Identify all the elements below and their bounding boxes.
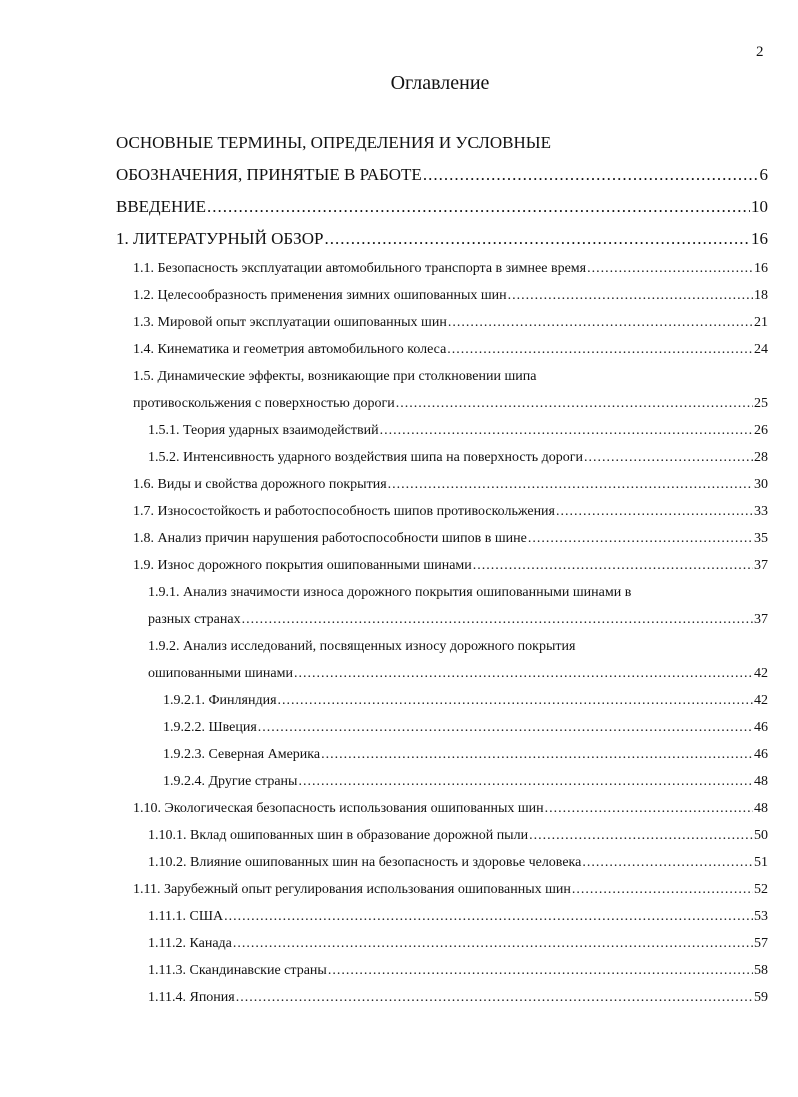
toc-line <box>0 127 768 159</box>
toc-page-number: 58 <box>754 962 768 978</box>
toc-page-number: 37 <box>754 557 768 573</box>
toc-entry-text-continued: ОБОЗНАЧЕНИЯ, ПРИНЯТЫЕ В РАБОТЕ <box>116 165 422 184</box>
dot-leader <box>207 197 750 217</box>
toc-page-number: 26 <box>754 422 768 438</box>
dot-leader <box>294 666 753 682</box>
toc-page-number: 46 <box>754 746 768 762</box>
toc-entry <box>0 930 798 957</box>
dot-leader <box>236 990 753 1006</box>
toc-entry-text-continued: разных странах <box>148 611 241 627</box>
dot-leader <box>328 963 753 979</box>
dot-leader <box>380 423 753 439</box>
toc-line <box>0 159 768 191</box>
toc-entry <box>0 552 798 579</box>
toc-entry-text: 1.11. Зарубежный опыт регулирования использования ошипованных шин <box>133 881 571 897</box>
toc-page-number: 52 <box>754 881 768 897</box>
dot-leader <box>258 720 753 736</box>
toc-entry <box>0 223 798 255</box>
toc-line <box>0 444 768 471</box>
toc-line <box>0 223 768 255</box>
toc-line <box>0 525 768 552</box>
toc-line <box>0 498 768 525</box>
toc-entry <box>0 795 798 822</box>
toc-entry <box>0 255 798 282</box>
dot-leader <box>423 165 759 185</box>
toc-entry <box>0 417 798 444</box>
toc-page-number: 16 <box>754 260 768 276</box>
toc-page-number: 6 <box>759 165 768 184</box>
toc-line <box>0 552 768 579</box>
toc-line <box>0 336 768 363</box>
toc-entry <box>0 579 798 633</box>
toc-page-number: 35 <box>754 530 768 546</box>
toc-entry <box>0 714 798 741</box>
toc-page-number: 46 <box>754 719 768 735</box>
toc-line <box>0 984 768 1011</box>
toc-page-number: 18 <box>754 287 768 303</box>
toc-entry-text: 1.11.2. Канада <box>148 935 232 951</box>
toc-entry-text: 1.5.2. Интенсивность ударного воздействия шипа на поверхность дороги <box>148 449 583 465</box>
toc-entry-text: 1.9.2.1. Финляндия <box>163 692 277 708</box>
dot-leader <box>278 693 753 709</box>
toc-entry-text: 1.9.2.3. Северная Америка <box>163 746 321 762</box>
dot-leader <box>529 828 753 844</box>
toc-line <box>0 471 768 498</box>
dot-leader <box>528 531 753 547</box>
dot-leader <box>242 612 753 628</box>
toc-entry-text: 1.9. Износ дорожного покрытия ошипованными шинами <box>133 557 472 573</box>
toc-entry <box>0 127 798 191</box>
toc-entry <box>0 687 798 714</box>
toc-entry <box>0 876 798 903</box>
page-number: 2 <box>756 44 764 60</box>
toc-page-number: 48 <box>754 773 768 789</box>
toc-page-number: 50 <box>754 827 768 843</box>
dot-leader <box>448 315 753 331</box>
toc-entry-text: 1.2. Целесообразность применения зимних ошипованных шин <box>133 287 507 303</box>
toc-line <box>0 957 768 984</box>
toc-entry-text: 1.5. Динамические эффекты, возникающие при столкновении шипа <box>133 368 537 384</box>
toc-page-number: 57 <box>754 935 768 951</box>
dot-leader <box>321 747 753 763</box>
dot-leader <box>447 342 753 358</box>
dot-leader <box>324 229 750 249</box>
toc-entry <box>0 525 798 552</box>
dot-leader <box>556 504 753 520</box>
toc-entry-text: 1.9.2.2. Швеция <box>163 719 257 735</box>
dot-leader <box>396 396 753 412</box>
toc-entry-text: 1.11.3. Скандинавские страны <box>148 962 327 978</box>
dot-leader <box>298 774 753 790</box>
toc-entry <box>0 822 798 849</box>
toc-line <box>0 822 768 849</box>
toc-entry-text: 1.9.1. Анализ значимости износа дорожного покрытия ошипованными шинами в <box>148 584 632 600</box>
toc-entry <box>0 444 798 471</box>
toc-page-number: 16 <box>751 229 768 248</box>
dot-leader <box>388 477 753 493</box>
dot-leader <box>224 909 753 925</box>
toc-entry <box>0 768 798 795</box>
toc-page-number: 28 <box>754 449 768 465</box>
toc-entry <box>0 191 798 223</box>
toc-entry-text: 1.10.2. Влияние ошипованных шин на безопасность и здоровье человека <box>148 854 582 870</box>
dot-leader <box>545 801 753 817</box>
toc-entry-text: 1.10. Экологическая безопасность использования ошипованных шин <box>133 800 544 816</box>
toc-entry-text: 1.4. Кинематика и геометрия автомобильного колеса <box>133 341 447 357</box>
toc-entry-text: 1.11.4. Япония <box>148 989 235 1005</box>
toc-entry-text: 1.9.2. Анализ исследований, посвященных износу дорожного покрытия <box>148 638 576 654</box>
dot-leader <box>587 261 753 277</box>
toc-entry-text: 1.8. Анализ причин нарушения работоспособности шипов в шине <box>133 530 527 546</box>
toc-entry-text: 1.6. Виды и свойства дорожного покрытия <box>133 476 387 492</box>
toc-entry-text-continued: ошипованными шинами <box>148 665 293 681</box>
toc-entry-text: ВВЕДЕНИЕ <box>116 197 206 216</box>
toc-entry <box>0 498 798 525</box>
toc-page-number: 30 <box>754 476 768 492</box>
toc-line <box>0 633 768 660</box>
toc-page-number: 59 <box>754 989 768 1005</box>
dot-leader <box>473 558 753 574</box>
toc-entry-text: 1.10.1. Вклад ошипованных шин в образование дорожной пыли <box>148 827 529 843</box>
toc-entry-text: 1.9.2.4. Другие страны <box>163 773 298 789</box>
table-of-contents <box>0 127 798 1011</box>
toc-entry <box>0 957 798 984</box>
toc-page-number: 25 <box>754 395 768 411</box>
toc-entry <box>0 309 798 336</box>
dot-leader <box>582 855 753 871</box>
toc-line <box>0 579 768 606</box>
dot-leader <box>584 450 753 466</box>
toc-line <box>0 930 768 957</box>
toc-line <box>0 903 768 930</box>
toc-line <box>0 714 768 741</box>
toc-entry <box>0 363 798 417</box>
toc-entry <box>0 984 798 1011</box>
toc-page-number: 33 <box>754 503 768 519</box>
toc-line <box>0 849 768 876</box>
toc-page-number: 21 <box>754 314 768 330</box>
toc-entry <box>0 633 798 687</box>
toc-entry <box>0 741 798 768</box>
toc-page-number: 42 <box>754 692 768 708</box>
toc-entry <box>0 282 798 309</box>
dot-leader <box>508 288 753 304</box>
toc-line <box>0 309 768 336</box>
toc-entry <box>0 336 798 363</box>
toc-entry-text-continued: противоскольжения с поверхностью дороги <box>133 395 395 411</box>
toc-entry <box>0 849 798 876</box>
toc-entry-text: 1.5.1. Теория ударных взаимодействий <box>148 422 379 438</box>
toc-page-number: 53 <box>754 908 768 924</box>
toc-line <box>0 795 768 822</box>
dot-leader <box>233 936 753 952</box>
toc-page-number: 37 <box>754 611 768 627</box>
toc-page-number: 51 <box>754 854 768 870</box>
toc-line <box>0 255 768 282</box>
toc-entry-text: 1.7. Износостойкость и работоспособность шипов противоскольжения <box>133 503 555 519</box>
toc-line <box>0 741 768 768</box>
toc-line <box>0 282 768 309</box>
toc-line <box>0 687 768 714</box>
toc-title: Оглавление <box>390 72 490 94</box>
toc-page-number: 48 <box>754 800 768 816</box>
toc-entry-text: 1.11.1. США <box>148 908 224 924</box>
toc-line <box>0 606 768 633</box>
toc-line <box>0 876 768 903</box>
toc-entry <box>0 903 798 930</box>
toc-line <box>0 660 768 687</box>
toc-page-number: 24 <box>754 341 768 357</box>
toc-entry-text: ОСНОВНЫЕ ТЕРМИНЫ, ОПРЕДЕЛЕНИЯ И УСЛОВНЫЕ <box>116 133 551 152</box>
toc-page-number: 42 <box>754 665 768 681</box>
toc-line <box>0 417 768 444</box>
toc-line <box>0 768 768 795</box>
dot-leader <box>572 882 753 898</box>
toc-entry-text: 1.3. Мировой опыт эксплуатации ошипованных шин <box>133 314 447 330</box>
toc-entry-text: 1.1. Безопасность эксплуатации автомобильного транспорта в зимнее время <box>133 260 587 276</box>
toc-line <box>0 390 768 417</box>
toc-entry-text: 1. ЛИТЕРАТУРНЫЙ ОБЗОР <box>116 229 324 248</box>
toc-line <box>0 363 768 390</box>
toc-page-number: 10 <box>751 197 768 216</box>
toc-entry <box>0 471 798 498</box>
toc-line <box>0 191 768 223</box>
